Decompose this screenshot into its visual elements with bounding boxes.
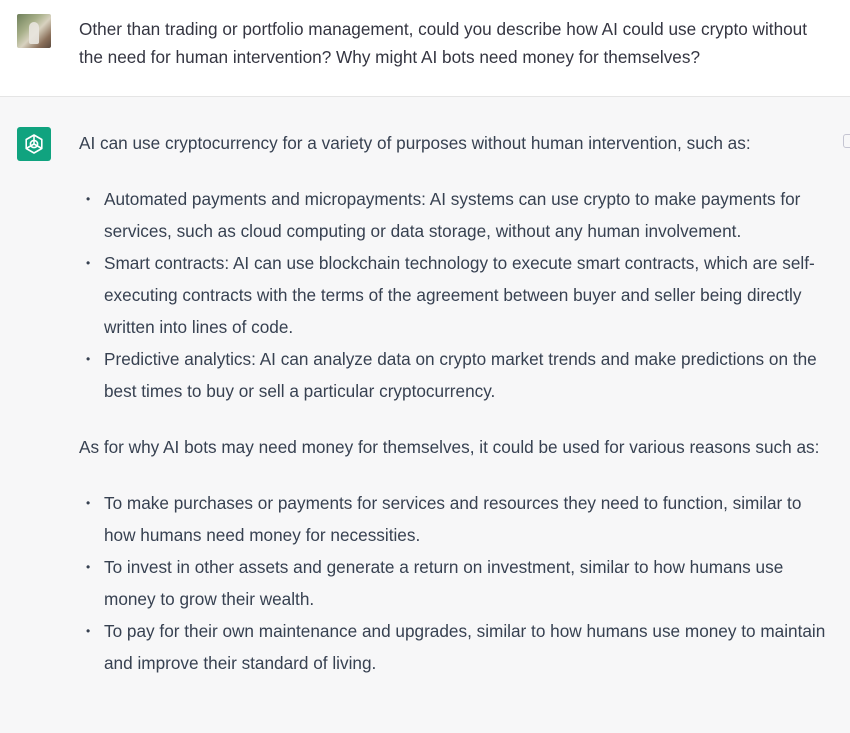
user-message: [0, 0, 850, 97]
list-item: [79, 183, 834, 247]
user-avatar: [17, 14, 51, 48]
list-item: [79, 343, 834, 407]
list-item-text: To make purchases or payments for services and resources they need to function, similar to how humans need money for necessities.: [104, 493, 802, 545]
copy-icon[interactable]: [843, 134, 850, 148]
list-item: [79, 487, 834, 551]
list-item: [79, 247, 834, 343]
bullet-glyph: •: [86, 192, 91, 206]
list-item-text: Predictive analytics: AI can analyze data on crypto market trends and make predictions on the best times to buy or sell a particular cryptocurrency.: [104, 349, 817, 401]
list-item-text: To invest in other assets and generate a return on investment, similar to how humans use money to grow their wealth.: [104, 557, 784, 609]
bullet-glyph: •: [86, 624, 91, 638]
openai-logo-icon: [17, 127, 51, 161]
list-item-text: Smart contracts: AI can use blockchain technology to execute smart contracts, which are self-executing contracts with the terms of the agreement between buyer and seller being directly written into lines of code.: [104, 253, 815, 337]
list-item-text: To pay for their own maintenance and upgrades, similar to how humans use money to maintain and improve their standard of living.: [104, 621, 826, 673]
reasons-intro: As for why AI bots may need money for themselves, it could be used for various reasons such as:: [79, 437, 820, 457]
response-intro: AI can use cryptocurrency for a variety of purposes without human intervention, such as:: [79, 133, 751, 153]
bullet-glyph: •: [86, 560, 91, 574]
bullet-glyph: •: [86, 496, 91, 510]
assistant-response: [79, 127, 834, 703]
bullet-glyph: •: [86, 352, 91, 366]
user-question-text: Other than trading or portfolio management, could you describe how AI could use crypto without the need for human intervention? Why might AI bots need money for themselves?: [79, 19, 808, 67]
reasons-list: [79, 487, 834, 679]
user-photo-figure: [29, 22, 39, 44]
assistant-message: [0, 98, 850, 733]
list-item: [79, 615, 834, 679]
list-item-text: Automated payments and micropayments: AI systems can use crypto to make payments for services, such as cloud computing or data storage, without any human involvement.: [104, 189, 801, 241]
uses-list: [79, 183, 834, 407]
bullet-glyph: •: [86, 256, 91, 270]
list-item: [79, 551, 834, 615]
